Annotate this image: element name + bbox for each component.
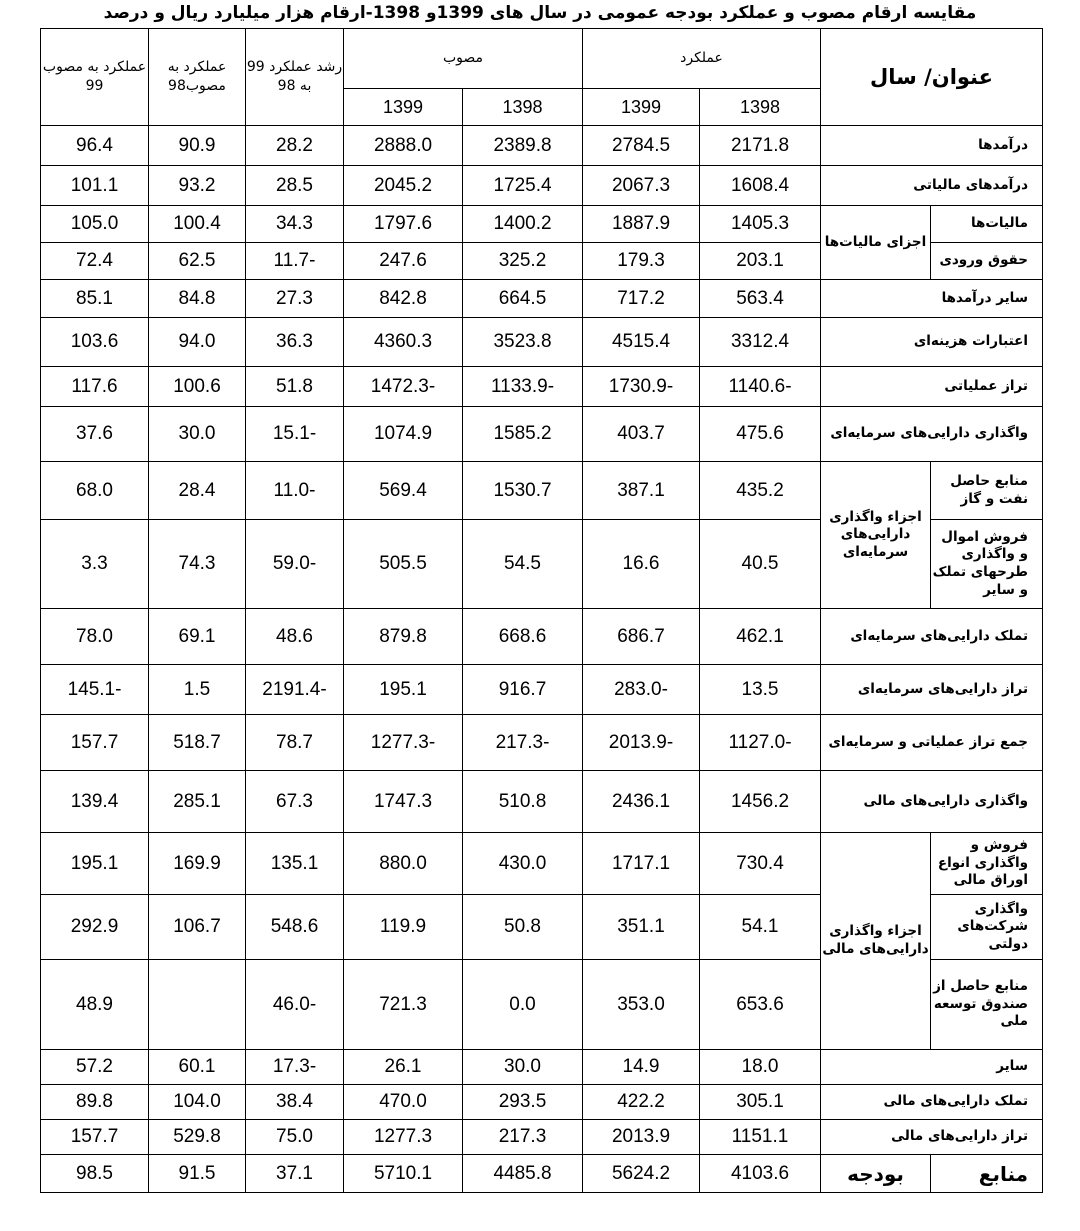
table-row (41, 771, 1043, 833)
group-label: اجزاء واگذاری دارایی‌های مالی (821, 833, 931, 1050)
cell-a99: -1472.3 (344, 367, 463, 407)
page-title: مقایسه ارقام مصوب و عملکرد بودجه عمومی در سال های 1399و 1398-ارقام هزار میلیارد ریال و درصد (103, 3, 977, 23)
cell-g: 27.3 (246, 280, 344, 318)
cell-p98: 54.1 (700, 895, 821, 960)
title-column-header: عنوان/ سال (821, 29, 1043, 126)
cell-a98: 1585.2 (463, 407, 583, 462)
cell-g: 36.3 (246, 318, 344, 367)
cell-a98: 30.0 (463, 1050, 583, 1085)
cell-g: -15.1 (246, 407, 344, 462)
cell-r99: 72.4 (41, 243, 149, 280)
cell-r99: 105.0 (41, 206, 149, 243)
row-label: حقوق ورودی (931, 243, 1043, 280)
table-body (41, 126, 1043, 1193)
cell-r99: 117.6 (41, 367, 149, 407)
table-row (41, 166, 1043, 206)
cell-g: 28.5 (246, 166, 344, 206)
row-label: اعتبارات هزینه‌ای (821, 318, 1043, 367)
cell-a99: 247.6 (344, 243, 463, 280)
cell-p98: 563.4 (700, 280, 821, 318)
appr-1398-header: 1398 (463, 89, 583, 126)
cell-r98: 104.0 (149, 1085, 246, 1120)
cell-g: 75.0 (246, 1120, 344, 1155)
cell-r98: 91.5 (149, 1155, 246, 1193)
group-label: اجزاء واگذاری دارایی‌های سرمایه‌ای (821, 462, 931, 609)
cell-a98: 54.5 (463, 520, 583, 609)
cell-p99: 717.2 (583, 280, 700, 318)
cell-g: 34.3 (246, 206, 344, 243)
table-row (41, 1085, 1043, 1120)
cell-a98: 916.7 (463, 665, 583, 715)
cell-p99: 4515.4 (583, 318, 700, 367)
appr-1399-header: 1399 (344, 89, 463, 126)
row-label: سایر درآمدها (821, 280, 1043, 318)
cell-g: 38.4 (246, 1085, 344, 1120)
cell-g: -2191.4 (246, 665, 344, 715)
cell-p99: 686.7 (583, 609, 700, 665)
cell-a99: 842.8 (344, 280, 463, 318)
cell-a99: 1277.3 (344, 1120, 463, 1155)
cell-g: -17.3 (246, 1050, 344, 1085)
cell-p98: 653.6 (700, 960, 821, 1050)
cell-r99: 103.6 (41, 318, 149, 367)
cell-r99: 157.7 (41, 1120, 149, 1155)
cell-r98: 62.5 (149, 243, 246, 280)
cell-a98: 1725.4 (463, 166, 583, 206)
table-row (41, 609, 1043, 665)
cell-g: 67.3 (246, 771, 344, 833)
cell-r98: 30.0 (149, 407, 246, 462)
cell-a98: 0.0 (463, 960, 583, 1050)
cell-g: 51.8 (246, 367, 344, 407)
cell-p98: 1456.2 (700, 771, 821, 833)
cell-a99: 1797.6 (344, 206, 463, 243)
row-label: فروش و واگذاری انواع اوراق مالی (931, 833, 1043, 895)
ratio99-header: عملکرد به مصوب 99 (41, 29, 149, 126)
cell-a99: 119.9 (344, 895, 463, 960)
cell-r99: 195.1 (41, 833, 149, 895)
cell-g: 37.1 (246, 1155, 344, 1193)
cell-r99: 37.6 (41, 407, 149, 462)
cell-p98: 1405.3 (700, 206, 821, 243)
perf-1398-header: 1398 (700, 89, 821, 126)
budget-comparison-table (40, 28, 1043, 1193)
cell-r98: 28.4 (149, 462, 246, 520)
cell-a98: -1133.9 (463, 367, 583, 407)
cell-a98: 1400.2 (463, 206, 583, 243)
cell-p98: 3312.4 (700, 318, 821, 367)
cell-p99: 422.2 (583, 1085, 700, 1120)
table-row (41, 715, 1043, 771)
cell-p98: 462.1 (700, 609, 821, 665)
cell-r98: 100.6 (149, 367, 246, 407)
row-label: تملک دارایی‌های سرمایه‌ای (821, 609, 1043, 665)
cell-p99: 2784.5 (583, 126, 700, 166)
cell-p99: 2013.9 (583, 1120, 700, 1155)
cell-a98: 1530.7 (463, 462, 583, 520)
cell-g: -46.0 (246, 960, 344, 1050)
cell-p99: -1730.9 (583, 367, 700, 407)
cell-g: -11.0 (246, 462, 344, 520)
cell-r98: 1.5 (149, 665, 246, 715)
cell-a98: 3523.8 (463, 318, 583, 367)
cell-g: 48.6 (246, 609, 344, 665)
cell-a99: 2045.2 (344, 166, 463, 206)
cell-p99: -2013.9 (583, 715, 700, 771)
approved-header: مصوب (344, 29, 583, 89)
table-row (41, 318, 1043, 367)
table-row (41, 1120, 1043, 1155)
table-row (41, 280, 1043, 318)
cell-p98: 1608.4 (700, 166, 821, 206)
row-label: درآمدها (821, 126, 1043, 166)
cell-p98: -1127.0 (700, 715, 821, 771)
cell-p98: 4103.6 (700, 1155, 821, 1193)
cell-r98: 100.4 (149, 206, 246, 243)
cell-r99: 96.4 (41, 126, 149, 166)
cell-r98: 169.9 (149, 833, 246, 895)
cell-p98: 435.2 (700, 462, 821, 520)
cell-p99: 351.1 (583, 895, 700, 960)
row-label: درآمدهای مالیاتی (821, 166, 1043, 206)
cell-a98: 430.0 (463, 833, 583, 895)
cell-r99: 78.0 (41, 609, 149, 665)
row-label: منابع حاصل نفت و گاز (931, 462, 1043, 520)
cell-g: 548.6 (246, 895, 344, 960)
row-label: سایر (821, 1050, 1043, 1085)
ratio98-header: عملکرد به مصوب98 (149, 29, 246, 126)
cell-a98: 2389.8 (463, 126, 583, 166)
cell-p98: 2171.8 (700, 126, 821, 166)
table-row (41, 1155, 1043, 1193)
cell-p99: 1887.9 (583, 206, 700, 243)
row-label: تراز عملیاتی (821, 367, 1043, 407)
cell-a99: 195.1 (344, 665, 463, 715)
group-label: اجزای مالیات‌ها (821, 206, 931, 280)
cell-a99: 879.8 (344, 609, 463, 665)
cell-p99: -283.0 (583, 665, 700, 715)
cell-r98: 69.1 (149, 609, 246, 665)
cell-p98: 40.5 (700, 520, 821, 609)
cell-p99: 387.1 (583, 462, 700, 520)
row-label: تراز دارایی‌های سرمایه‌ای (821, 665, 1043, 715)
cell-p99: 179.3 (583, 243, 700, 280)
cell-p99: 5624.2 (583, 1155, 700, 1193)
cell-r99: 101.1 (41, 166, 149, 206)
cell-a99: 5710.1 (344, 1155, 463, 1193)
cell-g: -11.7 (246, 243, 344, 280)
cell-p98: 1151.1 (700, 1120, 821, 1155)
table-row (41, 665, 1043, 715)
cell-a99: 2888.0 (344, 126, 463, 166)
growth-header: رشد عملکرد 99 به 98 (246, 29, 344, 126)
cell-r98: 74.3 (149, 520, 246, 609)
cell-r98 (149, 960, 246, 1050)
cell-p99: 16.6 (583, 520, 700, 609)
perf-1399-header: 1399 (583, 89, 700, 126)
cell-g: 135.1 (246, 833, 344, 895)
cell-a98: 50.8 (463, 895, 583, 960)
cell-r99: 85.1 (41, 280, 149, 318)
cell-r99: -145.1 (41, 665, 149, 715)
row-label: جمع تراز عملیاتی و سرمایه‌ای (821, 715, 1043, 771)
cell-p98: 13.5 (700, 665, 821, 715)
cell-a99: 505.5 (344, 520, 463, 609)
cell-r99: 292.9 (41, 895, 149, 960)
cell-r98: 106.7 (149, 895, 246, 960)
cell-r98: 93.2 (149, 166, 246, 206)
cell-a98: 4485.8 (463, 1155, 583, 1193)
table-row (41, 407, 1043, 462)
cell-p98: 18.0 (700, 1050, 821, 1085)
cell-g: 78.7 (246, 715, 344, 771)
cell-r99: 89.8 (41, 1085, 149, 1120)
cell-a99: -1277.3 (344, 715, 463, 771)
cell-r98: 518.7 (149, 715, 246, 771)
group-label: بودجه (821, 1155, 931, 1193)
table-row (41, 1050, 1043, 1085)
cell-a98: 668.6 (463, 609, 583, 665)
cell-a99: 880.0 (344, 833, 463, 895)
cell-a98: 510.8 (463, 771, 583, 833)
cell-p99: 1717.1 (583, 833, 700, 895)
cell-p99: 14.9 (583, 1050, 700, 1085)
cell-r98: 60.1 (149, 1050, 246, 1085)
cell-r99: 157.7 (41, 715, 149, 771)
cell-a99: 1074.9 (344, 407, 463, 462)
cell-a98: 325.2 (463, 243, 583, 280)
cell-g: 28.2 (246, 126, 344, 166)
cell-r98: 529.8 (149, 1120, 246, 1155)
table-row (41, 206, 1043, 243)
cell-a99: 26.1 (344, 1050, 463, 1085)
cell-a99: 569.4 (344, 462, 463, 520)
performance-header: عملکرد (583, 29, 821, 89)
table-row (41, 367, 1043, 407)
cell-a99: 721.3 (344, 960, 463, 1050)
row-label: تملک دارایی‌های مالی (821, 1085, 1043, 1120)
row-label: منابع حاصل از صندوق توسعه ملی (931, 960, 1043, 1050)
cell-p98: 475.6 (700, 407, 821, 462)
cell-p99: 2067.3 (583, 166, 700, 206)
cell-p98: -1140.6 (700, 367, 821, 407)
cell-p98: 730.4 (700, 833, 821, 895)
cell-p99: 403.7 (583, 407, 700, 462)
cell-r99: 57.2 (41, 1050, 149, 1085)
row-label: منابع (931, 1155, 1043, 1193)
cell-a98: 293.5 (463, 1085, 583, 1120)
cell-a99: 470.0 (344, 1085, 463, 1120)
row-label: واگذاری شرکت‌های دولتی (931, 895, 1043, 960)
table-row (41, 462, 1043, 520)
cell-p98: 305.1 (700, 1085, 821, 1120)
cell-r99: 68.0 (41, 462, 149, 520)
cell-r98: 90.9 (149, 126, 246, 166)
cell-r98: 84.8 (149, 280, 246, 318)
row-label: فروش اموال و واگذاری طرحهای تملک و سایر (931, 520, 1043, 609)
cell-r99: 98.5 (41, 1155, 149, 1193)
row-label: مالیات‌ها (931, 206, 1043, 243)
cell-p99: 353.0 (583, 960, 700, 1050)
table-row (41, 126, 1043, 166)
cell-r98: 285.1 (149, 771, 246, 833)
cell-r99: 139.4 (41, 771, 149, 833)
cell-r99: 3.3 (41, 520, 149, 609)
cell-a99: 4360.3 (344, 318, 463, 367)
cell-g: -59.0 (246, 520, 344, 609)
table-row (41, 833, 1043, 895)
cell-r99: 48.9 (41, 960, 149, 1050)
cell-a98: 664.5 (463, 280, 583, 318)
cell-p98: 203.1 (700, 243, 821, 280)
cell-a98: -217.3 (463, 715, 583, 771)
row-label: واگذاری دارایی‌های سرمایه‌ای (821, 407, 1043, 462)
cell-p99: 2436.1 (583, 771, 700, 833)
cell-r98: 94.0 (149, 318, 246, 367)
row-label: تراز دارایی‌های مالی (821, 1120, 1043, 1155)
row-label: واگذاری دارایی‌های مالی (821, 771, 1043, 833)
cell-a99: 1747.3 (344, 771, 463, 833)
cell-a98: 217.3 (463, 1120, 583, 1155)
